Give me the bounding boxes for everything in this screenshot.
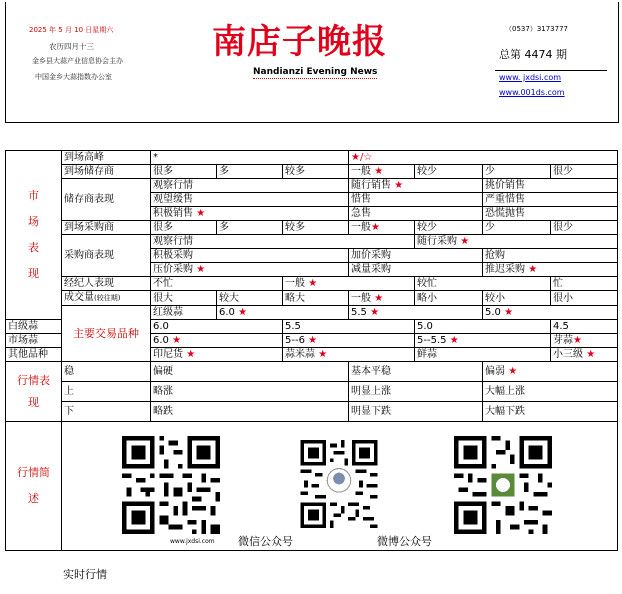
cell	[349, 291, 415, 306]
office-line: 中国金乡大蒜指数办公室	[35, 73, 112, 81]
issue-date: 2025 年 5 月 10 日星期六	[29, 26, 114, 34]
star-mark: ★	[528, 264, 538, 275]
star-mark: ★	[370, 307, 380, 318]
cell: 较忙	[415, 277, 551, 291]
section-desc: 行情简述	[6, 422, 62, 551]
star-mark: ★	[504, 307, 514, 318]
row-label: 红级蒜	[151, 306, 217, 320]
cell: 观望缓售	[151, 193, 349, 207]
cell-text: 一般	[285, 278, 309, 289]
cell-text: 推迟采购	[485, 264, 529, 275]
qr-code-market[interactable]	[122, 436, 220, 534]
section-varieties: 主要交易品种	[62, 306, 151, 362]
cell	[483, 263, 618, 277]
cell-text: 一般	[351, 222, 372, 233]
table-row	[6, 382, 618, 402]
row-label: 采购商表现	[62, 235, 151, 277]
row-label: 上	[62, 382, 151, 402]
cell	[349, 221, 415, 235]
cell: 较少	[415, 165, 483, 179]
cell-text: 芽蒜	[553, 335, 574, 346]
star-mark: ★	[394, 180, 404, 191]
cell: 较大	[217, 291, 283, 306]
cell-text: 随行采购	[417, 236, 461, 247]
qr-code-weibo[interactable]	[454, 436, 552, 534]
cell: 较小	[483, 291, 551, 306]
cell-text: 偏弱	[485, 366, 509, 377]
cell: 略大	[283, 291, 349, 306]
cell: 略涨	[151, 382, 349, 402]
cell	[483, 362, 618, 382]
star-mark: ★	[371, 222, 380, 233]
cell	[217, 306, 349, 320]
cell-text: 小三级	[553, 349, 587, 360]
cell: 很少	[551, 165, 618, 179]
lunar-date: 农历四月十三	[49, 42, 94, 51]
star-mark: ★	[508, 366, 518, 377]
cell: 多	[217, 221, 283, 235]
qr-code-wechat[interactable]	[300, 440, 378, 528]
cell	[151, 263, 349, 277]
website-link-2[interactable]: www.001ds.com	[499, 88, 565, 97]
cell-text: 5.5	[351, 307, 371, 318]
sponsor-line: 金乡县大蒜产业信息协会主办	[32, 57, 123, 65]
row-label: 到场高峰	[62, 151, 151, 165]
star-mark: ★	[449, 335, 459, 346]
row-label: 下	[62, 402, 151, 422]
cell	[349, 165, 415, 179]
star-mark: ★	[308, 278, 318, 289]
table-row	[6, 165, 618, 179]
qr-panel	[62, 422, 618, 551]
caption-weibo: 微博公众号	[377, 535, 432, 548]
cell: 加价采购	[349, 249, 483, 263]
cell: 急售	[349, 207, 483, 221]
masthead	[0, 0, 622, 150]
star-mark: ★	[318, 349, 328, 360]
website-link-1[interactable]: www. jxdsi.com	[499, 73, 562, 82]
row-label: 到场采购商	[62, 221, 151, 235]
cell	[151, 207, 349, 221]
newspaper-title: 南店子晚报	[212, 22, 387, 62]
table-row	[6, 362, 618, 382]
cell: 略跌	[151, 402, 349, 422]
caption-market: 实时行情	[63, 568, 107, 581]
row-label: 到场储存商	[62, 165, 151, 179]
cell: 较多	[283, 165, 349, 179]
cell	[551, 348, 618, 362]
cell-text: 5.0	[485, 307, 505, 318]
caption-wechat: 微信公众号	[238, 535, 293, 548]
qr-row	[6, 422, 618, 551]
newspaper-subtitle: Nandianzi Evening News	[253, 67, 378, 77]
star-mark: ★	[374, 292, 384, 304]
cell: 挑价销售	[483, 179, 618, 193]
cell: 积极采购	[151, 249, 349, 263]
cell: 6.0	[151, 320, 283, 334]
cell	[415, 235, 618, 249]
star-mark: ★	[460, 236, 470, 247]
cell: 忙	[551, 277, 618, 291]
cell: 很多	[151, 221, 217, 235]
row-label: 稳	[62, 362, 151, 382]
cell: 偏硬	[151, 362, 349, 382]
cell	[283, 334, 415, 348]
star-mark: ★	[308, 335, 318, 346]
arrival-peak-mark: ★/☆	[349, 151, 618, 165]
cell	[151, 348, 283, 362]
table-row	[6, 179, 618, 193]
star-mark: ★	[374, 166, 384, 177]
row-label	[62, 291, 151, 306]
cell: 大幅上涨	[483, 382, 618, 402]
cell-text: 5--5.5	[417, 335, 450, 346]
cell: 鲜蒜	[415, 348, 551, 362]
cell	[415, 334, 551, 348]
section-market: 市场表现	[6, 151, 62, 320]
star-mark: ★	[172, 335, 182, 346]
cell-text: 随行销售	[351, 180, 395, 191]
cell-text: 蒜米蒜	[285, 349, 319, 360]
cell: 很小	[551, 291, 618, 306]
cell: 基本平稳	[349, 362, 483, 382]
star-mark: ★	[238, 307, 248, 318]
star-mark: ★	[573, 335, 582, 346]
row-label: 储存商表现	[62, 179, 151, 221]
qr-url: www.jxdsi.com	[170, 538, 215, 545]
star-mark: ★	[586, 349, 596, 360]
cell: 5.0	[415, 320, 551, 334]
cell	[349, 179, 483, 193]
arrival-peak-value: *	[151, 151, 349, 165]
cell: 观察行情	[151, 179, 349, 193]
cell: 多	[217, 165, 283, 179]
cell: 观察行情	[151, 235, 415, 249]
cell-text: 6.0	[153, 335, 173, 346]
cell: 4.5	[551, 320, 618, 334]
cell: 不忙	[151, 277, 283, 291]
cell	[151, 334, 283, 348]
cell	[551, 334, 618, 348]
section-trend: 行情表现	[6, 362, 62, 422]
star-mark: ★	[196, 208, 206, 219]
cell: 较少	[415, 221, 483, 235]
cell: 明显下跌	[349, 402, 483, 422]
cell-text: 6.0	[219, 307, 239, 318]
row-label: 其他品种	[6, 348, 62, 362]
issue-number: 总第 4474 期	[499, 48, 567, 61]
cell: 惜售	[349, 193, 483, 207]
cell-text: 积极销售	[153, 208, 197, 219]
cell: 很少	[551, 221, 618, 235]
cell: 很大	[151, 291, 217, 306]
cell-text: 一般	[351, 166, 375, 177]
table-row	[6, 402, 618, 422]
star-mark: ★	[196, 264, 206, 275]
table-row	[6, 221, 618, 235]
cell-text: 印尼货	[153, 349, 187, 360]
cell-text: 压价采购	[153, 264, 197, 275]
cell-text: 一般	[351, 292, 375, 304]
cell-text: 5--6	[285, 335, 309, 346]
table-row	[6, 277, 618, 291]
table-row	[6, 235, 618, 249]
row-label: 白级蒜	[6, 320, 62, 334]
row-label: 市场蒜	[6, 334, 62, 348]
cell: 严重惜售	[483, 193, 618, 207]
header-rule	[495, 70, 607, 71]
cell: 5.5	[283, 320, 415, 334]
cell: 很多	[151, 165, 217, 179]
cell: 明显上涨	[349, 382, 483, 402]
table-row	[6, 306, 618, 320]
cell: 较多	[283, 221, 349, 235]
phone-number: （0537）3173777	[505, 25, 568, 33]
cell: 恐慌抛售	[483, 207, 618, 221]
row-label: 经纪人表现	[62, 277, 151, 291]
market-table	[5, 150, 618, 551]
cell: 少	[483, 221, 551, 235]
cell	[283, 277, 415, 291]
cell: 少	[483, 165, 551, 179]
cell	[349, 306, 483, 320]
star-mark: ★	[186, 349, 196, 360]
volume-label-note: (较往期)	[94, 294, 121, 302]
cell	[483, 306, 618, 320]
cell: 减量采购	[349, 263, 483, 277]
cell: 略小	[415, 291, 483, 306]
cell	[283, 348, 415, 362]
cell: 大幅下跌	[483, 402, 618, 422]
cell: 抢购	[483, 249, 618, 263]
volume-label: 成交量	[64, 292, 94, 303]
table-row	[6, 291, 618, 306]
